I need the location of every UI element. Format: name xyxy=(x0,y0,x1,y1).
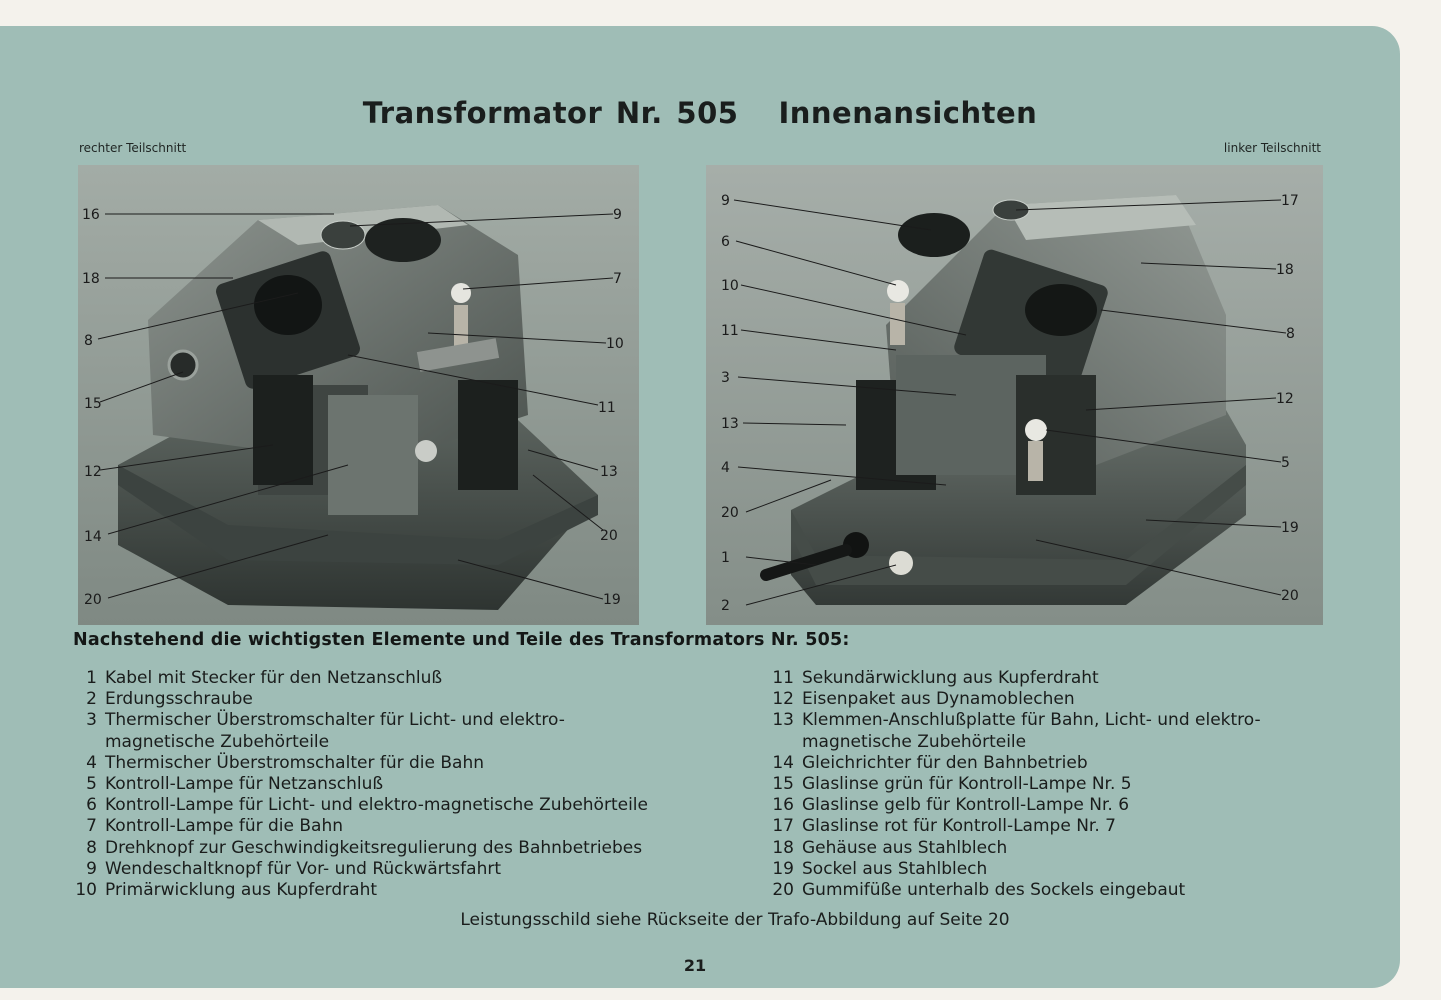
callout-label: 13 xyxy=(600,464,618,480)
callout-label: 4 xyxy=(721,460,730,476)
callout-label: 14 xyxy=(84,529,102,545)
callout-label: 12 xyxy=(1276,391,1294,407)
item-number: 20 xyxy=(772,880,794,901)
item-number: 15 xyxy=(772,774,794,795)
item-text: magnetische Zubehörteile xyxy=(105,731,330,752)
footer-note: Leistungsschild siehe Rückseite der Trafo-Abbildung auf Seite 20 xyxy=(460,910,1010,930)
callout-label: 20 xyxy=(600,528,618,544)
list-item xyxy=(73,732,648,753)
left-photo xyxy=(78,165,639,625)
right-photo xyxy=(706,165,1323,625)
list-item xyxy=(770,859,1261,880)
list-item xyxy=(73,668,648,689)
list-item xyxy=(770,838,1261,859)
callout-label: 18 xyxy=(82,271,100,287)
list-item xyxy=(73,859,648,880)
item-number: 9 xyxy=(86,858,97,879)
item-text: Kabel mit Stecker für den Netzanschluß xyxy=(105,668,443,688)
callout-label: 8 xyxy=(1286,326,1295,342)
list-item xyxy=(770,732,1261,753)
list-item xyxy=(770,774,1261,795)
page-number: 21 xyxy=(683,956,707,975)
list-item xyxy=(770,880,1261,901)
list-item xyxy=(73,795,648,816)
callout-label: 15 xyxy=(84,396,102,412)
callout-label: 18 xyxy=(1276,262,1294,278)
list-item xyxy=(770,710,1261,731)
item-text: Sockel aus Stahlblech xyxy=(802,858,988,879)
item-text: Gleichrichter für den Bahnbetrieb xyxy=(802,752,1088,773)
item-text: Glaslinse grün für Kontroll-Lampe Nr. 5 xyxy=(802,774,1132,795)
item-text: magnetische Zubehörteile xyxy=(802,731,1027,752)
item-text: Wendeschaltknopf für Vor- und Rückwärtsfahrt xyxy=(105,858,502,879)
callout-label: 19 xyxy=(603,592,621,608)
item-number: 3 xyxy=(86,710,97,731)
callout-label: 10 xyxy=(606,336,624,352)
callout-label: 6 xyxy=(721,234,730,250)
item-number: 17 xyxy=(772,816,794,837)
item-number: 10 xyxy=(75,880,97,901)
callout-label: 19 xyxy=(1281,520,1299,536)
item-number: 14 xyxy=(772,752,794,773)
item-number xyxy=(770,732,794,753)
left-view-caption: rechter Teilschnitt xyxy=(79,141,187,155)
callout-label: 7 xyxy=(613,271,622,287)
catalog-page xyxy=(0,26,1400,988)
item-text: Kontroll-Lampe für Netzanschluß xyxy=(105,774,384,795)
callout-label: 8 xyxy=(84,333,93,349)
callout-label: 16 xyxy=(82,207,100,223)
item-text: Kontroll-Lampe für Licht- und elektro-magnetische Zubehörteile xyxy=(105,795,648,816)
right-view-caption: linker Teilschnitt xyxy=(1223,141,1321,155)
parts-list-left xyxy=(73,668,648,901)
list-item xyxy=(73,753,648,774)
item-number: 11 xyxy=(772,668,794,688)
list-item xyxy=(73,689,648,710)
parts-list-right xyxy=(770,668,1261,901)
item-text: Eisenpaket aus Dynamoblechen xyxy=(802,689,1075,710)
item-text: Drehknopf zur Geschwindigkeitsregulierung des Bahnbetriebes xyxy=(105,837,643,858)
item-text: Glaslinse rot für Kontroll-Lampe Nr. 7 xyxy=(802,816,1116,837)
list-item xyxy=(73,838,648,859)
callout-label: 9 xyxy=(613,207,622,223)
item-number: 8 xyxy=(86,837,97,858)
callout-label: 5 xyxy=(1281,455,1290,471)
list-item xyxy=(73,710,648,731)
callout-label: 1 xyxy=(721,550,730,566)
callout-label: 11 xyxy=(721,323,739,339)
item-number: 18 xyxy=(772,837,794,858)
list-item xyxy=(770,795,1261,816)
item-number: 2 xyxy=(86,689,97,710)
title-left: Transformator Nr. 505 xyxy=(362,96,739,130)
item-number: 4 xyxy=(86,752,97,773)
callout-label: 20 xyxy=(84,592,102,608)
callout-label: 11 xyxy=(598,400,616,416)
list-item xyxy=(770,668,1261,689)
right-photo-illustration xyxy=(706,165,1323,625)
list-item xyxy=(770,689,1261,710)
item-number: 1 xyxy=(86,668,97,688)
item-text: Thermischer Überstromschalter für Licht- und elektro- xyxy=(105,710,565,731)
item-text: Thermischer Überstromschalter für die Bahn xyxy=(105,752,484,773)
item-text: Primärwicklung aus Kupferdraht xyxy=(105,880,378,901)
list-item xyxy=(73,816,648,837)
item-number: 6 xyxy=(86,795,97,816)
item-number: 16 xyxy=(772,795,794,816)
item-text: Gehäuse aus Stahlblech xyxy=(802,837,1008,858)
item-text: Erdungsschraube xyxy=(105,689,253,710)
callout-label: 20 xyxy=(721,505,739,521)
item-number: 19 xyxy=(772,858,794,879)
item-text: Klemmen-Anschlußplatte für Bahn, Licht- und elektro- xyxy=(802,710,1261,731)
list-item xyxy=(770,753,1261,774)
parts-heading: Nachstehend die wichtigsten Elemente und Teile des Transformators Nr. 505: xyxy=(73,630,850,650)
list-item xyxy=(770,816,1261,837)
callout-label: 10 xyxy=(721,278,739,294)
list-item xyxy=(73,774,648,795)
item-text: Gummifüße unterhalb des Sockels eingebaut xyxy=(802,880,1186,901)
page-title xyxy=(0,96,1400,130)
callout-label: 13 xyxy=(721,416,739,432)
item-text: Sekundärwicklung aus Kupferdraht xyxy=(802,668,1099,688)
callout-label: 12 xyxy=(84,464,102,480)
item-text: Glaslinse gelb für Kontroll-Lampe Nr. 6 xyxy=(802,795,1130,816)
item-number: 12 xyxy=(772,689,794,710)
item-text: Kontroll-Lampe für die Bahn xyxy=(105,816,343,837)
title-right: Innenansichten xyxy=(778,96,1038,130)
callout-label: 17 xyxy=(1281,193,1299,209)
left-photo-illustration xyxy=(78,165,639,625)
callout-label: 2 xyxy=(721,598,730,614)
callout-label: 9 xyxy=(721,193,730,209)
callout-label: 3 xyxy=(721,370,730,386)
list-item xyxy=(73,880,648,901)
item-number: 13 xyxy=(772,710,794,731)
item-number xyxy=(73,732,97,753)
callout-label: 20 xyxy=(1281,588,1299,604)
item-number: 7 xyxy=(86,816,97,837)
item-number: 5 xyxy=(86,774,97,795)
